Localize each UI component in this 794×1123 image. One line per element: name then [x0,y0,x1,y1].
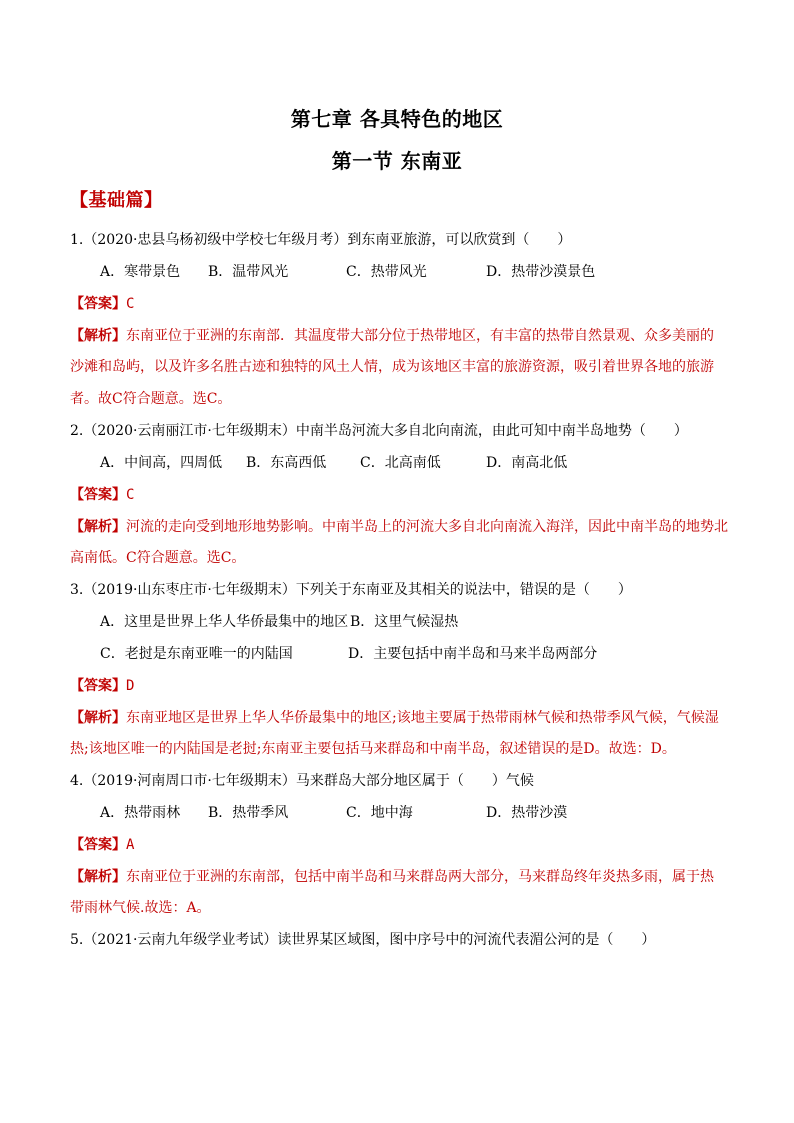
question-2-option-d: D．南高北低 [486,455,568,471]
question-4-option-c: C．地中海 [346,805,413,821]
question-2-option-b: B．东高西低 [246,455,327,471]
answer-label: 【答案】 [70,487,126,503]
question-1-analysis-line-2: 沙滩和岛屿，以及许多名胜古迹和独特的风土人情，成为该地区丰富的旅游资源，吸引着世界各地的旅游 [70,359,714,375]
answer-value: A [126,837,135,853]
question-1-stem: 1.（2020·忠县乌杨初级中学校七年级月考）到东南亚旅游，可以欣赏到（ ） [70,232,572,248]
answer-value: D [126,678,135,694]
analysis-label: 【解析】 [70,519,126,535]
question-2-stem: 2.（2020·云南丽江市·七年级期末）中南半岛河流大多自北向南流，由此可知中南半岛地势（ ） [70,423,688,439]
basic-section-heading: 【基础篇】 [70,190,163,211]
question-3-answer [70,675,134,695]
question-4-stem: 4.（2019·河南周口市·七年级期末）马来群岛大部分地区属于（ ）气候 [70,773,534,789]
question-3-analysis-line-1: 【解析】东南亚地区是世界上华人华侨最集中的地区;该地主要属于热带雨林气候和热带季风气候，气候湿 [70,710,719,726]
question-2-option-a: A．中间高，四周低 [100,455,223,471]
chapter-title: 第七章 各具特色的地区 [290,107,504,131]
analysis-label: 【解析】 [70,710,126,726]
question-3-stem: 3.（2019·山东枣庄市·七年级期末）下列关于东南亚及其相关的说法中，错误的是（ ） [70,582,632,598]
question-3-option-a: A．这里是世界上华人华侨最集中的地区 [100,614,349,630]
question-4-option-b: B．热带季风 [208,805,289,821]
question-1-option-b: B．温带风光 [208,264,289,280]
question-4-analysis-line-2: 带雨林气候.故选：A。 [70,900,211,916]
answer-value: C [126,296,135,312]
section-title: 第一节 东南亚 [331,149,463,173]
question-5-stem: 5.（2021·云南九年级学业考试）读世界某区域图，图中序号中的河流代表湄公河的是（ ） [70,932,656,948]
question-1-analysis-line-3: 者。故C符合题意。选C。 [70,391,232,407]
question-3-option-b: B．这里气候湿热 [350,614,459,630]
answer-label: 【答案】 [70,837,126,853]
question-3-option-d: D．主要包括中南半岛和马来半岛两部分 [348,646,598,662]
question-2-analysis-line-1: 【解析】河流的走向受到地形地势影响。中南半岛上的河流大多自北向南流入海洋，因此中南半岛的地势北 [70,519,728,535]
question-1-option-c: C．热带风光 [346,264,427,280]
question-4-option-a: A．热带雨林 [100,805,181,821]
question-1-answer [70,293,134,313]
question-4-option-d: D．热带沙漠 [486,805,568,821]
question-4-analysis-line-1: 【解析】东南亚位于亚洲的东南部，包括中南半岛和马来群岛两大部分，马来群岛终年炎热多雨，属于热 [70,869,714,885]
question-4-answer [70,834,134,854]
analysis-label: 【解析】 [70,869,126,885]
question-1-option-d: D．热带沙漠景色 [486,264,596,280]
question-2-analysis-line-2: 高南低。C符合题意。选C。 [70,550,246,566]
answer-label: 【答案】 [70,296,126,312]
analysis-label: 【解析】 [70,328,126,344]
question-1-option-a: A．寒带景色 [100,264,181,280]
question-1-analysis-line-1: 【解析】东南亚位于亚洲的东南部．其温度带大部分位于热带地区，有丰富的热带自然景观、众多美丽的 [70,328,714,344]
answer-label: 【答案】 [70,678,126,694]
question-2-answer [70,484,134,504]
question-2-option-c: C．北高南低 [360,455,441,471]
question-3-analysis-line-2: 热;该地区唯一的内陆国是老挝;东南亚主要包括马来群岛和中南半岛，叙述错误的是D。故选：D。 [70,741,676,757]
question-3-option-c: C．老挝是东南亚唯一的内陆国 [100,646,293,662]
answer-value: C [126,487,135,503]
